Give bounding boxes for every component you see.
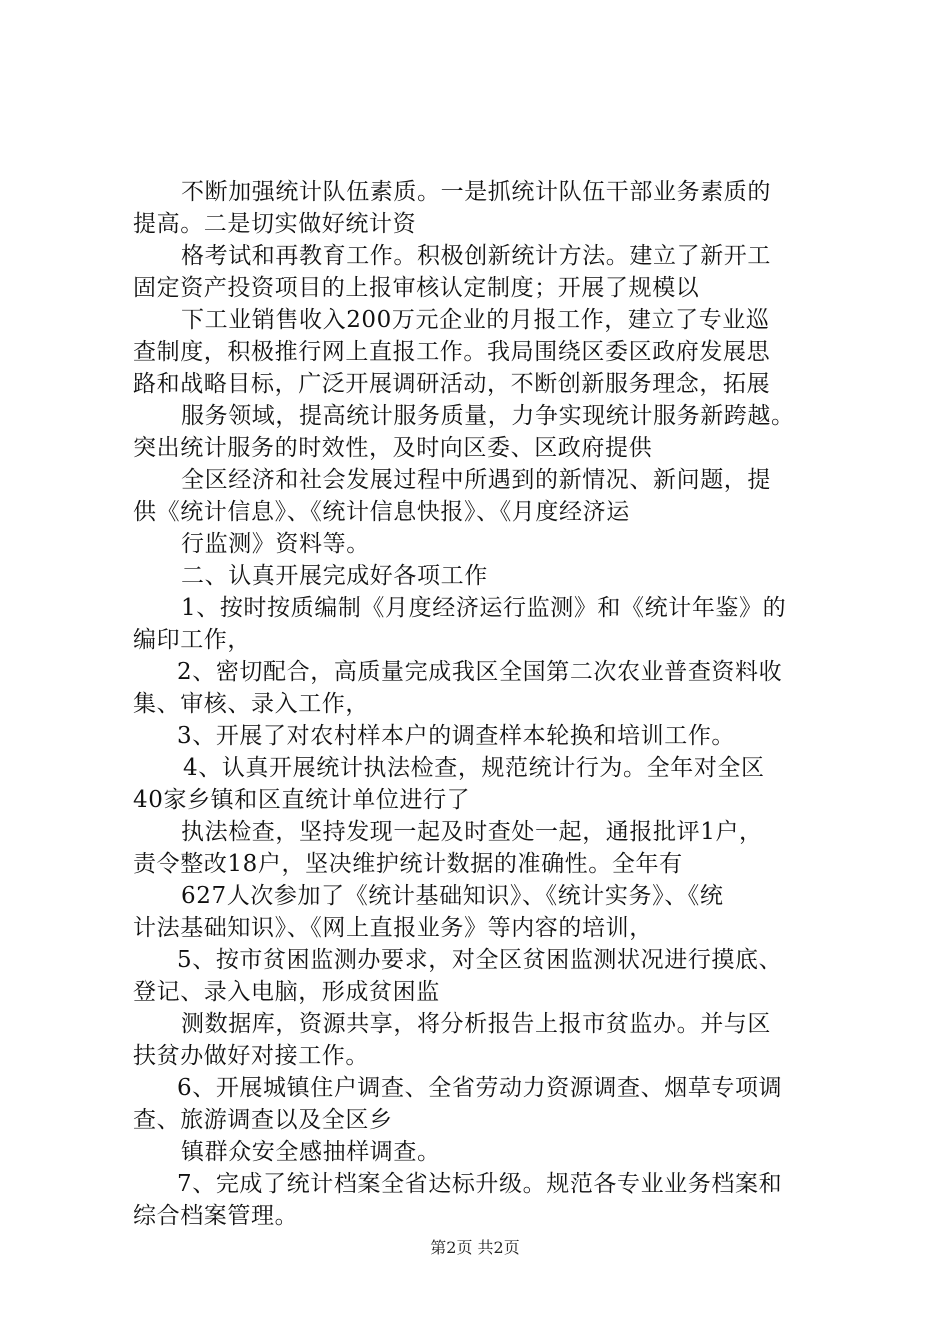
text-line: 责令整改18户，坚决维护统计数据的准确性。全年有 (133, 851, 683, 877)
text-line: 提高。二是切实做好统计资 (133, 211, 417, 237)
text-line: 行监测》资料等。 (181, 531, 370, 557)
text-line: 下工业销售收入200万元企业的月报工作，建立了专业巡 (181, 307, 770, 333)
text-line: 2、密切配合，高质量完成我区全国第二次农业普查资料收 (177, 659, 783, 685)
text-line: 40家乡镇和区直统计单位进行了 (133, 787, 471, 813)
text-line: 6、开展城镇住户调查、全省劳动力资源调查、烟草专项调 (177, 1075, 783, 1101)
text-line: 查、旅游调查以及全区乡 (133, 1107, 393, 1133)
text-line: 登记、录入电脑，形成贫困监 (133, 979, 440, 1005)
text-line: 格考试和再教育工作。积极创新统计方法。建立了新开工 (181, 243, 771, 269)
text-line: 编印工作， (133, 627, 251, 653)
text-line: 镇群众安全感抽样调查。 (181, 1139, 441, 1165)
text-line: 3、开展了对农村样本户的调查样本轮换和培训工作。 (177, 723, 736, 749)
text-line: 计法基础知识》、《网上直报业务》等内容的培训， (133, 915, 653, 941)
text-line: 不断加强统计队伍素质。一是抓统计队伍干部业务素质的 (181, 179, 771, 205)
text-line: 7、完成了统计档案全省达标升级。规范各专业业务档案和 (177, 1171, 783, 1197)
text-line: 4、认真开展统计执法检查，规范统计行为。全年对全区 (183, 755, 765, 781)
text-line: 综合档案管理。 (133, 1203, 299, 1229)
text-line: 突出统计服务的时效性，及时向区委、区政府提供 (133, 435, 653, 461)
text-line: 查制度，积极推行网上直报工作。我局围绕区委区政府发展思 (133, 339, 771, 365)
text-line: 627人次参加了《统计基础知识》、《统计实务》、《统 (181, 883, 724, 909)
text-line: 供《统计信息》、《统计信息快报》、《月度经济运 (133, 499, 630, 525)
text-line: 扶贫办做好对接工作。 (133, 1043, 369, 1069)
text-line: 全区经济和社会发展过程中所遇到的新情况、新问题，提 (181, 467, 771, 493)
page-number-footer: 第2页 共2页 (430, 1238, 520, 1257)
text-line: 路和战略目标，广泛开展调研活动，不断创新服务理念，拓展 (133, 371, 771, 397)
text-line: 固定资产投资项目的上报审核认定制度；开展了规模以 (133, 275, 700, 301)
text-line: 执法检查，坚持发现一起及时查处一起，通报批评1户， (181, 819, 763, 845)
text-line: 测数据库，资源共享，将分析报告上报市贫监办。并与区 (181, 1011, 771, 1037)
text-line: 5、按市贫困监测办要求，对全区贫困监测状况进行摸底、 (177, 947, 783, 973)
text-line: 服务领域，提高统计服务质量，力争实现统计服务新跨越。 (181, 403, 795, 429)
document-body (133, 176, 833, 1232)
text-line: 1、按时按质编制《月度经济运行监测》和《统计年鉴》的 (181, 595, 787, 621)
section-heading: 二、认真开展完成好各项工作 (181, 563, 488, 589)
text-line: 集、审核、录入工作， (133, 691, 369, 717)
